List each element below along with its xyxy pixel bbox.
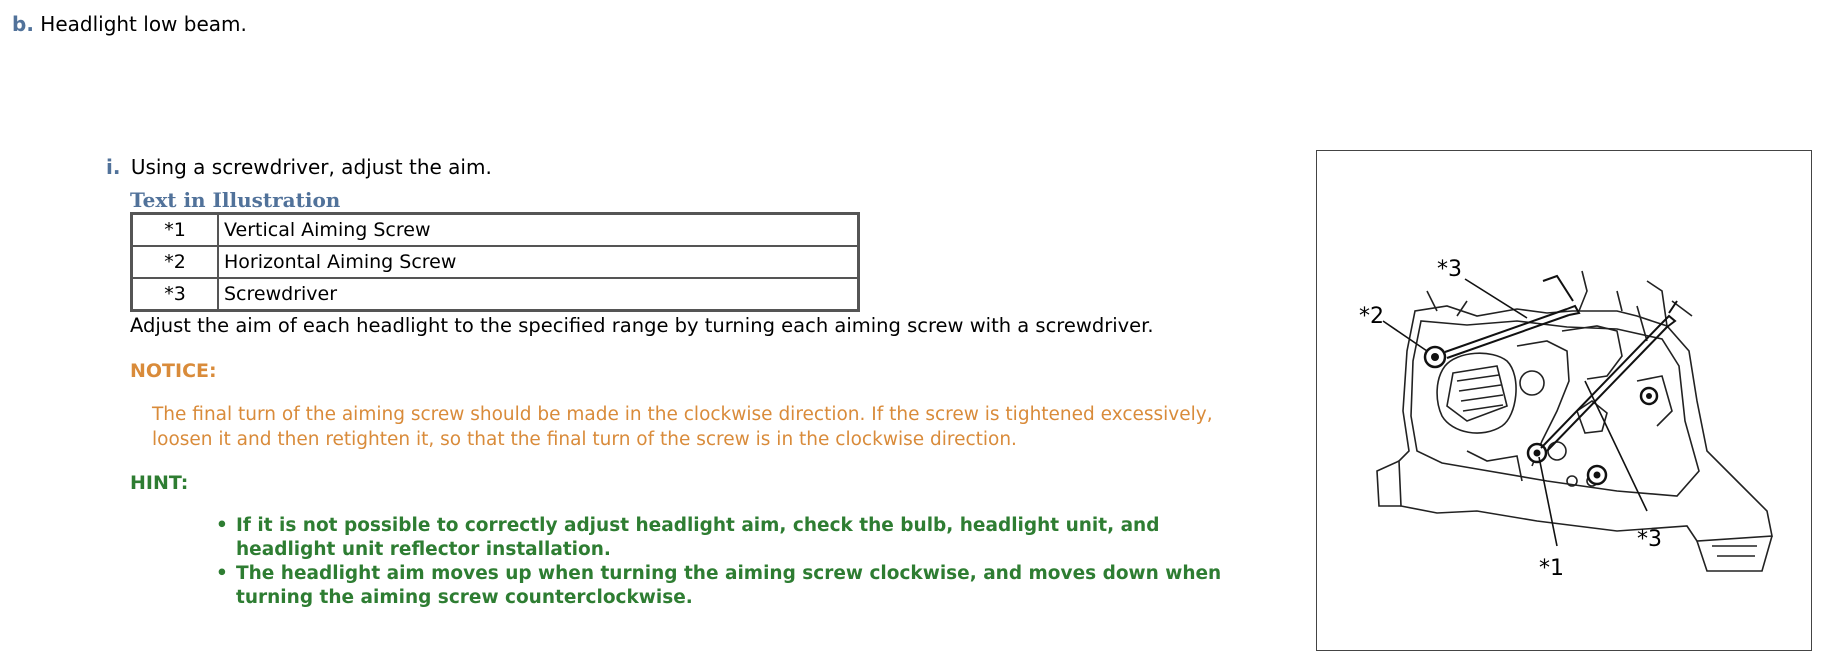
screwdriver-upper [1445, 276, 1579, 358]
step-i-text: Using a screwdriver, adjust the aim. [130, 155, 492, 179]
legend-num: *3 [132, 278, 218, 310]
headlight-housing [1377, 271, 1772, 571]
hint-item-text: If it is not possible to correctly adjust headlight aim, check the bulb, headlight unit, and headlight unit reflector installation. [236, 515, 1160, 560]
illustration-title: Text in Illustration [130, 188, 341, 212]
callout-2: *2 [1359, 304, 1384, 329]
hint-heading: HINT: [130, 472, 189, 494]
horizontal-aiming-screw [1425, 347, 1445, 367]
table-row [132, 214, 858, 246]
callout-1: *1 [1539, 556, 1564, 581]
bullet-icon: • [216, 563, 228, 584]
step-b-marker: b. [12, 12, 34, 36]
list-item [216, 562, 1262, 610]
step-b [12, 12, 247, 36]
step-b-text: Headlight low beam. [40, 12, 247, 36]
table-row [132, 246, 858, 278]
hint-item-text: The headlight aim moves up when turning the aiming screw clockwise, and moves down when turning the aiming screw counterclockwise. [236, 563, 1222, 608]
notice-heading: NOTICE: [130, 360, 217, 382]
aiming-screws-extra [1588, 388, 1657, 484]
headlight-illustration [1316, 150, 1812, 651]
hint-list [212, 514, 1262, 610]
bullet-icon: • [216, 515, 228, 536]
step-i [106, 155, 492, 179]
callout-3-top: *3 [1437, 257, 1462, 282]
legend-label: Vertical Aiming Screw [218, 214, 858, 246]
headlight-drawing [1317, 151, 1811, 650]
list-item [216, 514, 1262, 562]
screwdriver-lower [1541, 301, 1677, 451]
adjust-instruction: Adjust the aim of each headlight to the specified range by turning each aiming screw with a screwdriver. [130, 314, 1154, 337]
table-row [132, 278, 858, 310]
notice-body: The final turn of the aiming screw should be made in the clockwise direction. If the screw is tightened excessively, loosen it and then retighten it, so that the final turn of the screw is in the clockwise direction. [152, 404, 1213, 450]
legend-num: *1 [132, 214, 218, 246]
callout-3-bottom: *3 [1637, 527, 1662, 552]
illustration-legend-table [130, 212, 860, 312]
step-i-marker: i. [106, 155, 121, 179]
legend-label: Horizontal Aiming Screw [218, 246, 858, 278]
legend-label: Screwdriver [218, 278, 858, 310]
legend-num: *2 [132, 246, 218, 278]
